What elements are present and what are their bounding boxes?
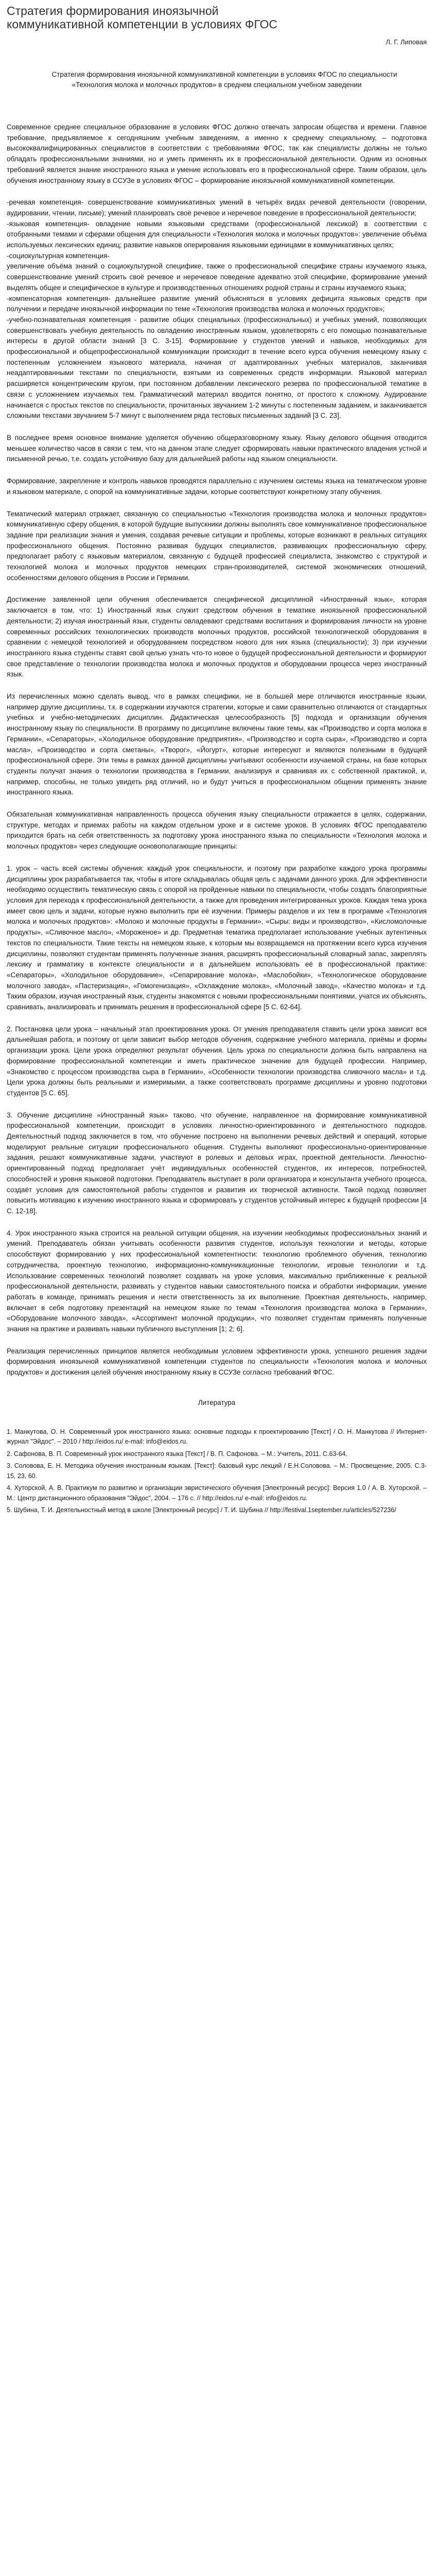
body-paragraph: Обязательная коммуникативная направленность процесса обучения языку специальности отражается в целях, содержании, структуре, методах и приемах работы на каждом отдельном уроке и в системе уроков. В условиях ФГОС преподавателю приходится брать на себя ответственность за подготовку урока иностранного языка по специальности «Технология молока и молочных продуктов» через следующие основополагающие принципы: xyxy=(7,810,427,851)
body-paragraph: Тематический материал отражает, связанную со специальностью «Технология производства молока и молочных продуктов» коммуникативную сферу общения, в которой будущие выпускники должны выполнять свое коммуникативное профессиональное задание при реализации знания и умения, создавая речевые ситуации и проблемы, которые возникают в реальных ситуациях профессионального общения. Постоянно развивая будущих специалистов, развивающих профессиональную сферу, предполагает работу с языковым материалом, связанную с будущей профессией специалиста, знакомство с структурой и технологией молока и молочных продуктов немецких стран-производителей, системой экономических отношений, особенностями делового общения в России и Германии. xyxy=(7,510,427,582)
body-paragraph: 3. Обучение дисциплине «Иностранный язык» таково, что обучение, направленное на формирование коммуникативной профессиональной компетенции, происходит в условиях личностно-ориентированного и деятельностного подходов. Деятельностный подход заключается в том, что обучение построено на выполнении речевых действий и операций, которые моделируют реальные ситуации профессионального общения. Студенты выполняют профессионально-ориентированные задания, решают коммуникативные задачи, участвуют в ролевых и деловых играх, проектной деятельности. Личностно-ориентированный подход предполагает учёт индивидуальных особенностей студентов, их интересов, потребностей, способностей и уровня языковой подготовки. Преподаватель выступает в роли организатора и консультанта учебного процесса, создаёт условия для самостоятельной работы студентов и развития их творческой активности. Такой подход позволяет повысить мотивацию к изучению иностранного языка и сформировать у студентов устойчивый интерес к будущей профессии [4 С. 12-18]. xyxy=(7,1111,427,1215)
reference-item: 5. Шубина, Т. И. Деятельностный метод в школе [Электронный ресурс] / Т. И. Шубина // http://festival.1september.ru/articles/527236/ xyxy=(7,1506,396,1514)
body-paragraph: Достижение заявленной цели обучения обеспечивается специфической дисциплиной «Иностранный язык», которая заключается в том, что: 1) Иностранный язык служит средством обучения в тематике иноязычной профессиональной деятельности; 2) изучая иностранный язык, студенты овладевают средствами воспитания и формирования личности на уровне современных российских технологических производств молочных продуктов, российской технологической оборудования в сравнении с немецкой технологией и оборудованием посредством нового для них языка (специальности); 3) при изучении иностранного языка студенты ставят свой целью узнать что-то новое о будущей профессиональной деятельности и формируют свое представление о технологии производства молока и молочных продуктов и оборудовании процесса через иностранный язык. xyxy=(7,596,427,679)
reference-item: 3. Соловова, Е. Н. Методика обучения иностранным языкам. [Текст]: базовый курс лекций / Е.Н.Соловова. – М.: Просвещение, 2005. С.3-15, 23, 60. xyxy=(7,1462,427,1480)
reference-item: 2. Сафонова, В. П. Современный урок иностранного языка [Текст] / В. П. Сафонова. – М.: Учитель, 2011. С.63-64. xyxy=(7,1450,347,1458)
body-paragraph: Из перечисленных можно сделать вывод, что в рамках специфики, не в большей мере отличаются иностранные языки, например другие дисциплины, т.к. в содержании изучаются стратегии, которые и сами сравнительно отличаются от стандартных учебных и учебно-методических дисциплин. Дидактическая целесообразность [5] подхода и организации обучения иностранному языку по специальности. В программу по дисциплине включены такие темы, как «Производство и сорта молока в Германии», «Сепараторы», «Холодильное оборудование предприятия», «Производство и сорта сыра», «Производство и сорта масла», «Производство и сорта сметаны», «Творог», «Йогурт», которые интересуют и являются полезными в будущей профессиональной сфере. Эти темы в рамках данной дисциплины учитывают особенности изучаемой страны, на базе которых студенты получат знания о технологии производства в Германии, анализируя и сравнивая их с собственной практикой, и, например, способны, не только увидеть ряд отличий, но и будут учиться в профессиональном общении применять знание иностранного языка. xyxy=(7,692,427,796)
body-paragraph: Реализация перечисленных принципов является необходимым условием эффективности урока, успешного решения задачи формирования иноязычной коммуникативной компетенции студентов по специальности «Технология молока и молочных продуктов» и достижения целей обучения иностранному языку в ССУЗе согласно требований ФГОС. xyxy=(7,1347,427,1377)
reference-item: 4. Хуторской, А. В. Практикум по развитию и организации эвристического обучения [Электронный ресурс]: Версия 1.0 / А. В. Хуторской. – М.: Центр дистанционного образования "Эйдос", 2004. – 176 с. // http://eidos.ru/ e-mail: info@eidos.ru. xyxy=(7,1484,427,1502)
references-list xyxy=(7,1427,427,1516)
body-paragraph: Современное среднее специальное образование в условиях ФГОС должно отвечать запросам общества и времени. Главное требование, предъявляемое к сегодняшним учебным заведениям, а именно к среднему специальному, – подготовка высококвалифицированных специалистов в соответствии с требованиями ФГОС, так как специалисты должны не только обладать профессиональными знаниями, но и уметь применять их в профессиональной деятельности. Одним из основных требований является знание иностранного языка и умение использовать его в профессиональной сфере. Таким образом, цель обучения иностранному языку в ССУЗе в условиях ФГОС – формирование иноязычной коммуникативной компетенции. xyxy=(7,123,427,184)
body-paragraph: -речевая компетенция- совершенствование коммуникативных умений в четырёх видах речевой деятельности (говорении, аудировании, чтении, письме); умений планировать своё речевое и неречевое поведение в профессиональной деятельности; -языковая компетенция- овладение новыми языковыми средствами (профессиональной лексикой) в соответствии с отобранными темами и сферами общения для специальности «Технология молока и молочных продуктов»: увеличение объёма используемых лексических единиц; развитие навыков оперирования языковыми единицами в коммуникативных целях; -социокультурная компетенция- увеличение объёма знаний о социокультурной специфике, также о профессиональной специфике страны изучаемого языка, совершенствование умений строить своё речевое и неречевое поведение адекватно этой специфике, формирование умений выделять общее и специфическое в культуре и производственных отношениях родной страны и страны изучаемого языка; -компенсаторная компетенция- дальнейшее развитие умений объясняться в условиях дефицита языковых средств при получении и передаче иноязычной информации по теме «Технология производства молока и молочных продуктов»; -учебно-познавательная компетенция - развитие общих специальных (профессиональных) и учебных умений, позволяющих совершенствовать учебную деятельность по овладению иностранным языком, удовлетворять с его помощью познавательные интересы в другой области знаний [3 С. 3-15]. Формирование у студентов умений и навыков, необходимых для профессиональной и общепрофессиональной коммуникации происходит в течение всего курса обучения немецкому языку с постепенным усложнением языкового материала, начиная от адаптированных учебных материалов, заканчивая неадаптированными текстами по специальности, взятыми из современных средств информации. Языковой материал расширяется концентрическим кругом, при постоянном добавлении лексического резерва по профессиональной тематике в связи с усложнением изучаемых тем. Грамматический материал вводится понятно, от простого к сложному. Аудирование начинается с простых текстов по специальности, прочитанных звучанием 1-2 минуты с постепенным заданием, и заканчивается сложными текстами звучанием 5-7 минут с выполнением ряда тестовых письменных заданий [3 С. 23]. xyxy=(7,198,427,420)
article-abstract: Стратегия формирования иноязычной коммуникативной компетенции в условиях ФГОС по специальности «Технология молока и молочных продуктов» в среднем специальном учебном заведении xyxy=(51,71,397,89)
body-paragraph: 1. урок – часть всей системы обучения: каждый урок специальности, и поэтому при разработке каждого урока программы дисциплины урок разрабатывается так, чтобы в итоге складывалась общая цель с задачами данного урока. Для эффективности необходимо осуществить тематическую связь с опорой на пройденные навыки по специальности, чтобы создать благоприятные условия для перехода к профессиональной деятельности, а также для проведения интегрированных уроков. Каждая тема урока имеет свою цель и задачи, которые нужно выполнить при её изучении. Примеры разделов и их тем в программе «Технология молока и молочных продуктов»: «Молоко и молочные продукты в Германии», «Сыры: виды и производство», «Кисломолочные продукты», «Сливочное масло», «Мороженое» и др. Предметная тематика предполагает использование учебных аутентичных текстов по специальности. Такие тексты на немецком языке, к которым мы возвращаемся на протяжении всего курса изучения дисциплины, позволяют студентам применять полученные знания, расширять профессиональный словарный запас, закреплять лексику и грамматику в контексте специальности и в дальнейшем использовать её в профессиональной практике: «Сепараторы», «Холодильное оборудование», «Сепарирование молока», «Маслобойки», «Технологическое оборудование молочного завода», «Пастеризация», «Гомогенизация», «Охлаждение молока», «Молочный завод», «Качество молока» и т.д. Таким образом, изучая иностранный язык, студенты знакомятся с новыми профессиональными понятиями, учатся их объяснять, сравнивать, анализировать и принимать решения в профессиональной сфере [5 С. 62-64]. xyxy=(7,864,427,1011)
article-body xyxy=(7,122,427,1378)
body-paragraph: 2. Постановка цели урока – начальный этап проектирования урока. От умения преподавателя ставить цели урока зависит вся дальнейшая работа, и поэтому от цели зависит выбор методов обучения, содержание учебного материала, приёмы и формы организации урока. Цели урока определяют результат обучения. Цель урока по специальности должна быть направлена на формирование профессиональной компетенции и иметь практическое значение для будущей профессии. Например, «Знакомство с процессом производства сыра в Германии», «Особенности технологии производства сливочного масла» и т.д. Цели урока должны быть реальными и измеримыми, а также соответствовать программе дисциплины и уровню подготовки студентов [5 С. 65]. xyxy=(7,1025,427,1097)
references-heading: Литература xyxy=(198,1398,236,1406)
body-paragraph: В последнее время основное внимание уделяется обучению общеразговорному языку. Языку делового общения отводится меньшее количество часов в связи с тем, что на данном этапе следует сформировать навыки практического владения устной и письменной речью, т.е. создать устойчивую базу для дальнейшей работы над языком специальности. xyxy=(7,433,427,463)
body-paragraph: 4. Урок иностранного языка строится на реальной ситуации общения, на изучении необходимых профессиональных знаний и умений. Преподаватель обязан учитывать особенности развития студентов, используя технологии и методы, которые способствуют формированию у них профессиональной компетентности: технологию проблемного обучения, технологию сотрудничества, проектную технологию, информационно-коммуникационные технологии, игровые технологии и т.д. Использование современных технологий позволяет создавать на уроке условия, максимально приближенные к реальной профессиональной деятельности, развивать у студентов навыки самостоятельного поиска и обработки информации, умение работать в команде, принимать решения и нести ответственность за их выполнение. Проектная деятельность, например, включает в себя подготовку презентаций на немецком языке по темам «Технология производства молока в Германии», «Оборудование молочного завода», «Ассортимент молочной продукции», что позволяет студентам применять полученные знания на практике и развивать навыки публичного выступления [1; 2; 6]. xyxy=(7,1229,427,1333)
reference-item: 1. Манкутова, О. Н. Современный урок иностранного языка: основные подходы к проектированию [Текст] / О. Н. Манкутова // Интернет-журнал "Эйдос". – 2010 / http://eidos.ru/ e-mail: info@eidos.ru. xyxy=(7,1428,427,1446)
article-title: Стратегия формирования иноязычной коммуникативной компетенции в условиях ФГОС xyxy=(7,4,278,31)
article-author: Л. Г. Липовая xyxy=(386,38,427,46)
body-paragraph: Формирование, закрепление и контроль навыков проводятся параллельно с изучением системы языка на тематическом уровне и языковом материале, с опорой на коммуникативные задачи, которые соответствуют конкретному этапу обучения. xyxy=(7,477,427,496)
